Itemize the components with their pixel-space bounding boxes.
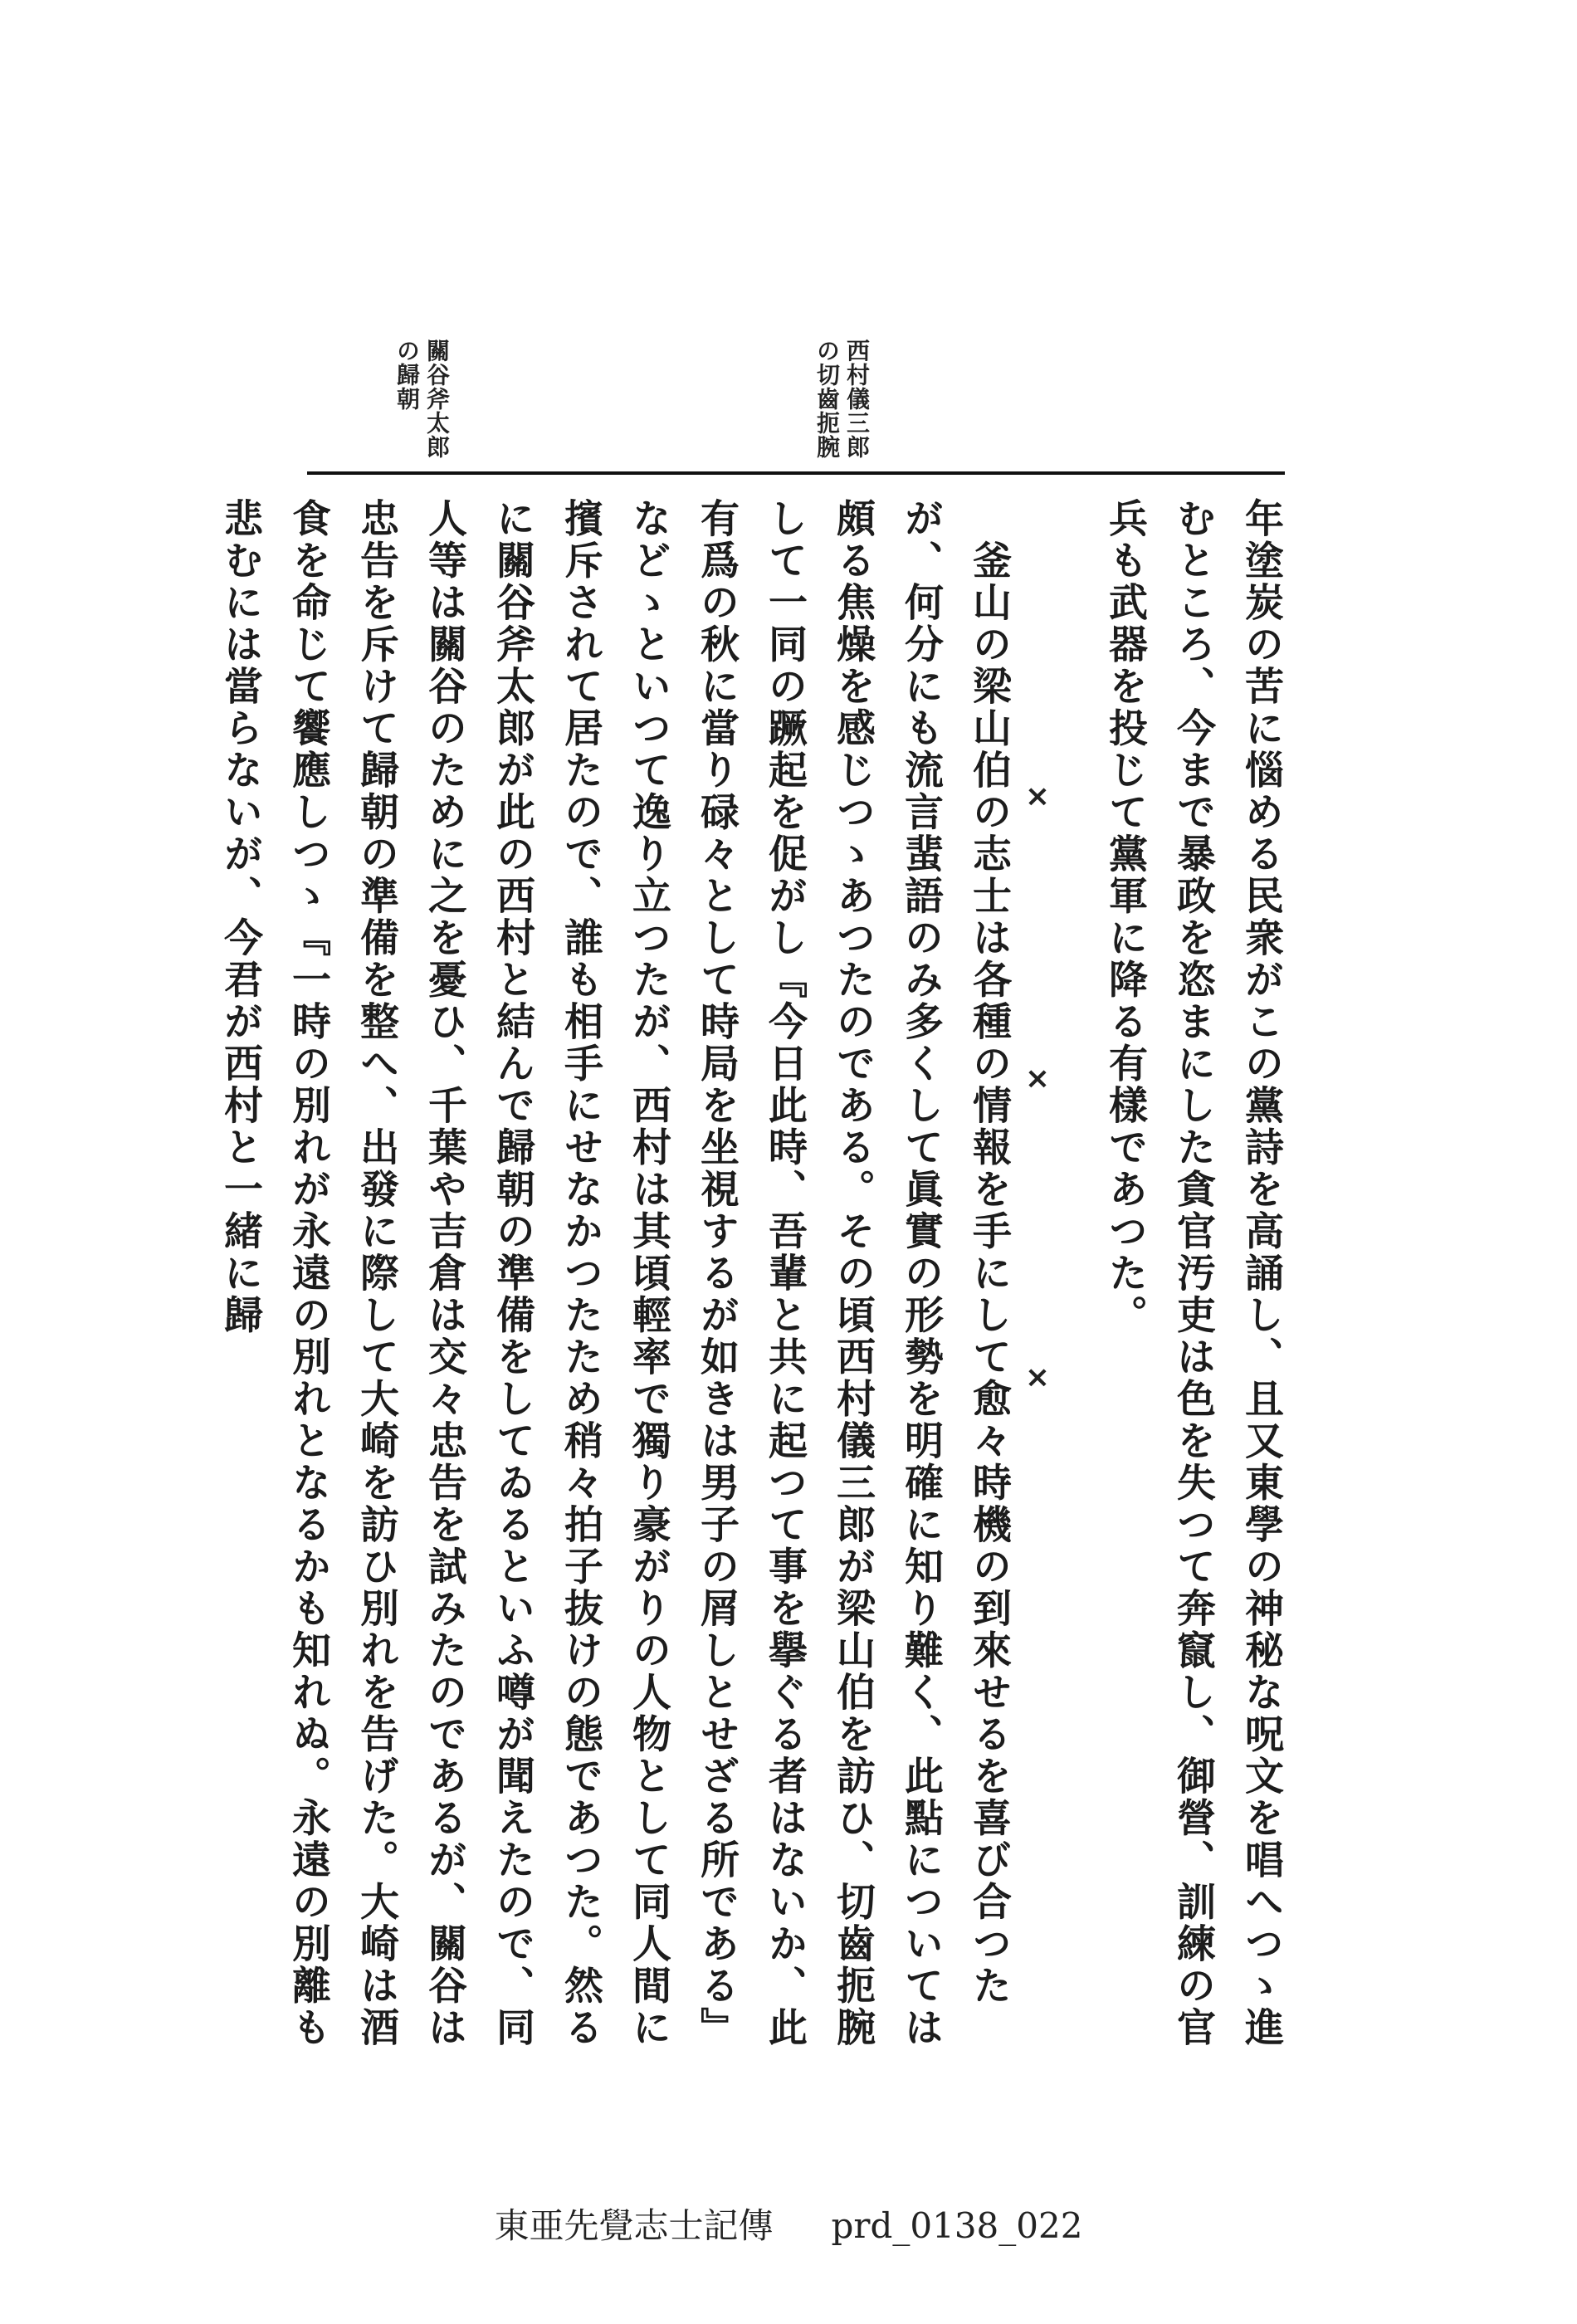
paragraph-2-text: 釜山の梁山伯の志士は各種の情報を手にして愈々時機の到來せるを喜び合つたが、何分にも流言蜚語のみ多くして眞實の形勢を明確に知り難く、此點については頗る焦燥を感じつゝあつたのである。その頃西村儀三郎が梁山伯を訪ひ、切齒扼腕して一同の蹶起を促がし『今日此時、吾輩と共に起つて事を擧ぐる者はないか、此有爲の秋に當り碌々として時局を坐視するが如きは男子の屑しとせざる所である』などゝといつて逸り立つたが、西村は其頃輕率で獨り豪がりの人物として同人間に擯斥されて居たので、誰も相手にせなかつたため稍々拍子抜けの態であつた。然るに關谷斧太郎が此の西村と結んで歸朝の準備をしてゐるといふ噂が聞えたので、同人等は關谷のために之を憂ひ、千葉や吉倉は交々忠告を試みたのであるが、關谷は忠告を斥けて歸朝の準備を整へ、出發に際して大崎を訪ひ別れを告げた。大崎は酒食を命じて饗應しつゝ『一時の別れが永遠の別れとなるかも知れぬ。永遠の別離も悲むには當らないが、今君が西村と一緒に歸	[217, 498, 1012, 2049]
footer-page-id: prd_0138_022	[831, 2205, 1083, 2246]
header-rule	[307, 471, 1285, 475]
headnote-nishimura: 西村儀三郎の切齒扼腕	[813, 339, 871, 459]
divider-cross: ×	[1024, 1360, 1051, 1394]
divider-cross: ×	[1024, 1062, 1051, 1096]
headnote-sekiya: 關谷斧太郎の歸朝	[393, 339, 451, 459]
section-divider	[1013, 780, 1071, 1411]
divider-cross: ×	[1024, 779, 1051, 813]
footer-book-title: 東亜先覺志士記傳	[494, 2205, 774, 2246]
paragraph-2	[206, 498, 1023, 2075]
paragraph-1: 年塗炭の苦に惱める民衆がこの黨詩を高誦し、且又東學の神秘な呪文を唱へつゝ進むところ、今まで暴政を恣まにした貪官汚吏は色を失つて奔竄し、御營、訓練の官兵も武器を投じて黨軍に降る有樣であつた。	[1102, 498, 1284, 2049]
body-text	[217, 498, 1295, 2075]
page-footer	[0, 2201, 1577, 2251]
